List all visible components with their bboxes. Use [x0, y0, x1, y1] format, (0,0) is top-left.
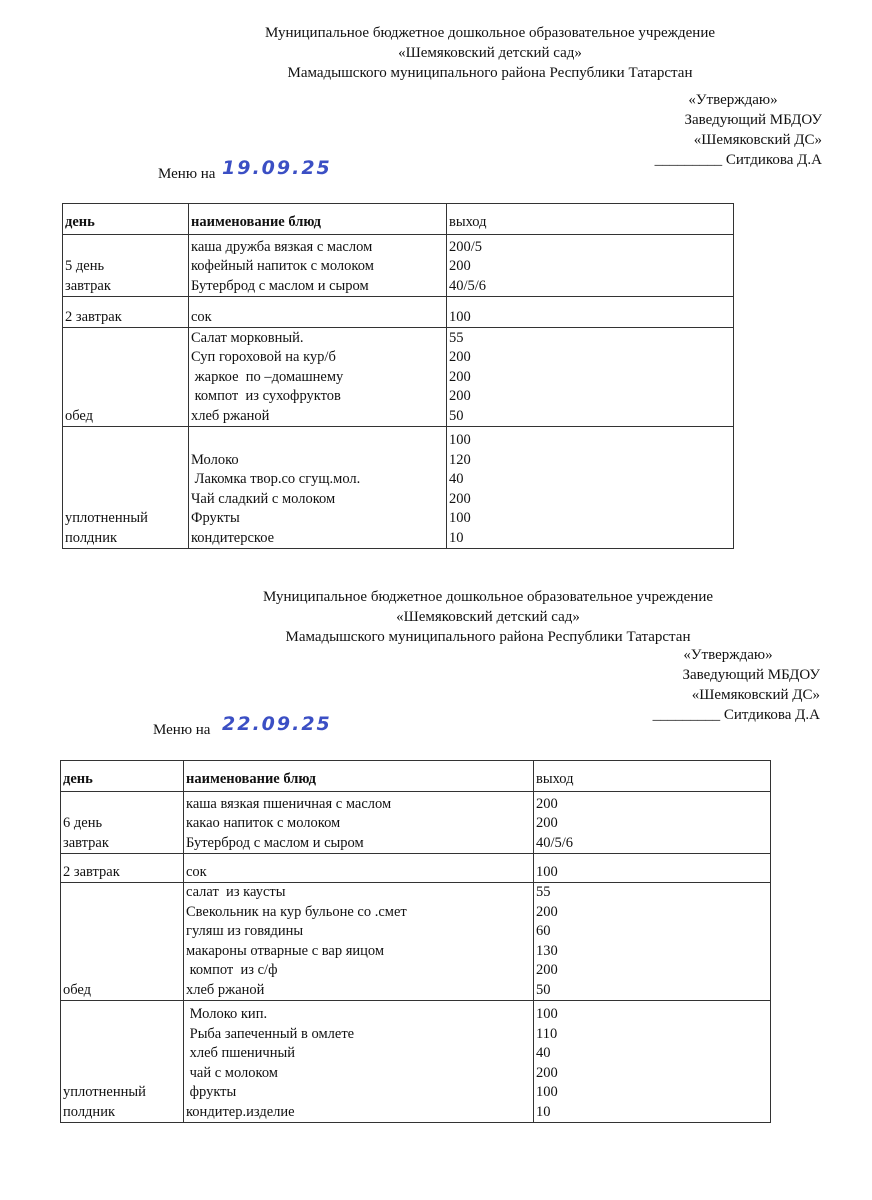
dishes-cell	[189, 235, 447, 297]
meal-cell	[61, 854, 184, 883]
dish-yield: 200	[449, 490, 471, 507]
yields-cell	[447, 427, 734, 549]
dish-yield: 50	[449, 407, 464, 424]
dish-name: Бутерброд с маслом и сыром	[186, 834, 364, 851]
dish-yield: 100	[536, 1084, 558, 1100]
dish-name: Лакомка твор.со сгущ.мол.	[191, 471, 361, 487]
org-header-line: Мамадышского муниципального района Республики Татарстан	[287, 65, 693, 81]
dish-yield: 200	[536, 1064, 558, 1081]
meal-line: обед	[65, 407, 94, 424]
header-yield: выход	[534, 761, 771, 792]
yields-cell	[534, 854, 771, 883]
meal-line: завтрак	[63, 834, 109, 851]
dish-name: хлеб ржаной	[186, 981, 265, 998]
dish-name: фрукты	[186, 1084, 237, 1100]
header-dish: наименование блюд	[189, 204, 447, 235]
meal-line: 6 день	[63, 815, 103, 831]
dishes-cell	[184, 1001, 534, 1123]
menu-table	[60, 760, 771, 1123]
table-header-row	[61, 761, 771, 792]
approval-position: Заведующий МБДОУ	[682, 667, 820, 683]
dish-yield: 40/5/6	[449, 277, 487, 294]
org-header-line: «Шемяковский детский сад»	[398, 45, 582, 61]
dish-name: какао напиток с молоком	[186, 815, 341, 831]
dishes-cell	[184, 854, 534, 883]
dish-yield: 200	[449, 388, 471, 404]
dish-name: компот из сухофруктов	[191, 388, 341, 404]
dish-yield: 200	[536, 903, 558, 920]
dish-yield: 60	[536, 923, 551, 939]
meal-cell	[63, 328, 189, 427]
meal-cell	[63, 427, 189, 549]
dishes-cell	[189, 427, 447, 549]
dish-name: компот из с/ф	[186, 962, 278, 978]
approval-signature: _________ Ситдикова Д.А	[652, 707, 820, 723]
dish-name: салат из каусты	[186, 884, 286, 900]
dish-yield: 100	[449, 432, 471, 448]
meal-line: 2 завтрак	[65, 308, 122, 325]
dish-yield: 40/5/6	[536, 834, 574, 851]
yields-cell	[534, 792, 771, 854]
meal-cell	[61, 883, 184, 1001]
menu-date-label: Меню на	[153, 722, 211, 738]
meal-line: уплотненный	[65, 510, 148, 526]
dish-name: Суп гороховой на кур/б	[191, 349, 336, 365]
dish-name: Салат морковный.	[191, 329, 304, 346]
handwritten-date: 19.09.25	[222, 157, 332, 179]
dish-yield: 55	[449, 329, 464, 346]
meal-cell	[63, 235, 189, 297]
dish-yield: 200	[536, 815, 558, 831]
table-row	[63, 297, 734, 328]
dishes-cell	[189, 328, 447, 427]
dish-yield: 200	[449, 258, 471, 274]
org-header-line: Муниципальное бюджетное дошкольное образовательное учреждение	[263, 589, 713, 605]
meal-cell	[61, 1001, 184, 1123]
meal-line: уплотненный	[63, 1084, 146, 1100]
meal-line: 2 завтрак	[63, 863, 120, 880]
dish-name: сок	[186, 863, 207, 880]
header-day: день	[63, 204, 189, 235]
header-dish: наименование блюд	[184, 761, 534, 792]
yields-cell	[447, 235, 734, 297]
approval-org-short: «Шемяковский ДС»	[691, 687, 820, 703]
meal-line: завтрак	[65, 277, 111, 294]
dish-name: хлеб ржаной	[191, 407, 270, 424]
dish-yield: 120	[449, 451, 471, 468]
meal-line: полдник	[63, 1103, 115, 1120]
handwritten-date: 22.09.25	[222, 713, 332, 735]
table-row	[63, 328, 734, 427]
dish-name: Фрукты	[191, 510, 240, 526]
dish-yield: 110	[536, 1025, 558, 1042]
dish-yield: 130	[536, 942, 558, 959]
yields-cell	[447, 297, 734, 328]
dish-yield: 10	[449, 529, 464, 546]
dishes-cell	[189, 297, 447, 328]
table-row	[61, 854, 771, 883]
org-header-line: «Шемяковский детский сад»	[396, 609, 580, 625]
approval-signature: _________ Ситдикова Д.А	[654, 152, 822, 168]
dish-yield: 40	[536, 1045, 551, 1061]
approval-position: Заведующий МБДОУ	[684, 112, 822, 128]
dish-name: Свекольник на кур бульоне со .смет	[186, 903, 407, 920]
meal-cell	[61, 792, 184, 854]
dish-yield: 55	[536, 884, 551, 900]
table-row	[63, 427, 734, 549]
dish-name: жаркое по –домашнему	[191, 368, 344, 385]
dish-name: Чай сладкий с молоком	[191, 490, 336, 507]
dish-yield: 200	[449, 368, 471, 385]
dish-yield: 100	[536, 1006, 558, 1022]
dish-yield: 100	[536, 863, 558, 880]
yields-cell	[447, 328, 734, 427]
dish-name: макароны отварные с вар яицом	[186, 942, 385, 959]
table-header-row	[63, 204, 734, 235]
yields-cell	[534, 883, 771, 1001]
dish-yield: 200/5	[449, 238, 483, 255]
dish-yield: 100	[449, 308, 471, 325]
dish-name: хлеб пшеничный	[186, 1045, 295, 1061]
table-row	[63, 235, 734, 297]
dish-yield: 50	[536, 981, 551, 998]
dishes-cell	[184, 792, 534, 854]
meal-line: 5 день	[65, 258, 105, 274]
dish-yield: 40	[449, 471, 464, 487]
dish-name: кондитер.изделие	[186, 1103, 295, 1120]
dish-name: Молоко кип.	[186, 1006, 268, 1022]
table-row	[61, 792, 771, 854]
menu-table	[62, 203, 734, 549]
approval-org-short: «Шемяковский ДС»	[693, 132, 822, 148]
approve-label: «Утверждаю»	[683, 647, 773, 663]
dish-yield: 100	[449, 510, 471, 526]
org-header-line: Муниципальное бюджетное дошкольное образовательное учреждение	[265, 25, 715, 41]
table-row	[61, 1001, 771, 1123]
dish-name: Бутерброд с маслом и сыром	[191, 277, 369, 294]
dish-name: Молоко	[191, 451, 239, 468]
dishes-cell	[184, 883, 534, 1001]
dish-yield: 200	[449, 349, 471, 365]
table-row	[61, 883, 771, 1001]
dish-name: сок	[191, 308, 212, 325]
dish-name: гуляш из говядины	[186, 923, 304, 939]
approve-label: «Утверждаю»	[688, 92, 778, 108]
dish-yield: 200	[536, 795, 558, 812]
meal-line: обед	[63, 981, 92, 998]
dish-yield: 200	[536, 962, 558, 978]
dish-name: кофейный напиток с молоком	[191, 258, 374, 274]
dish-name: кондитерское	[191, 529, 275, 546]
dish-name: Рыба запеченный в омлете	[186, 1025, 355, 1042]
dish-name: чай с молоком	[186, 1064, 278, 1081]
meal-line: полдник	[65, 529, 117, 546]
org-header-line: Мамадышского муниципального района Республики Татарстан	[285, 629, 691, 645]
dish-yield: 10	[536, 1103, 551, 1120]
meal-cell	[63, 297, 189, 328]
header-yield: выход	[447, 204, 734, 235]
header-day: день	[61, 761, 184, 792]
dish-name: каша вязкая пшеничная с маслом	[186, 795, 392, 812]
yields-cell	[534, 1001, 771, 1123]
dish-name: каша дружба вязкая с маслом	[191, 238, 373, 255]
menu-date-label: Меню на	[158, 166, 216, 182]
